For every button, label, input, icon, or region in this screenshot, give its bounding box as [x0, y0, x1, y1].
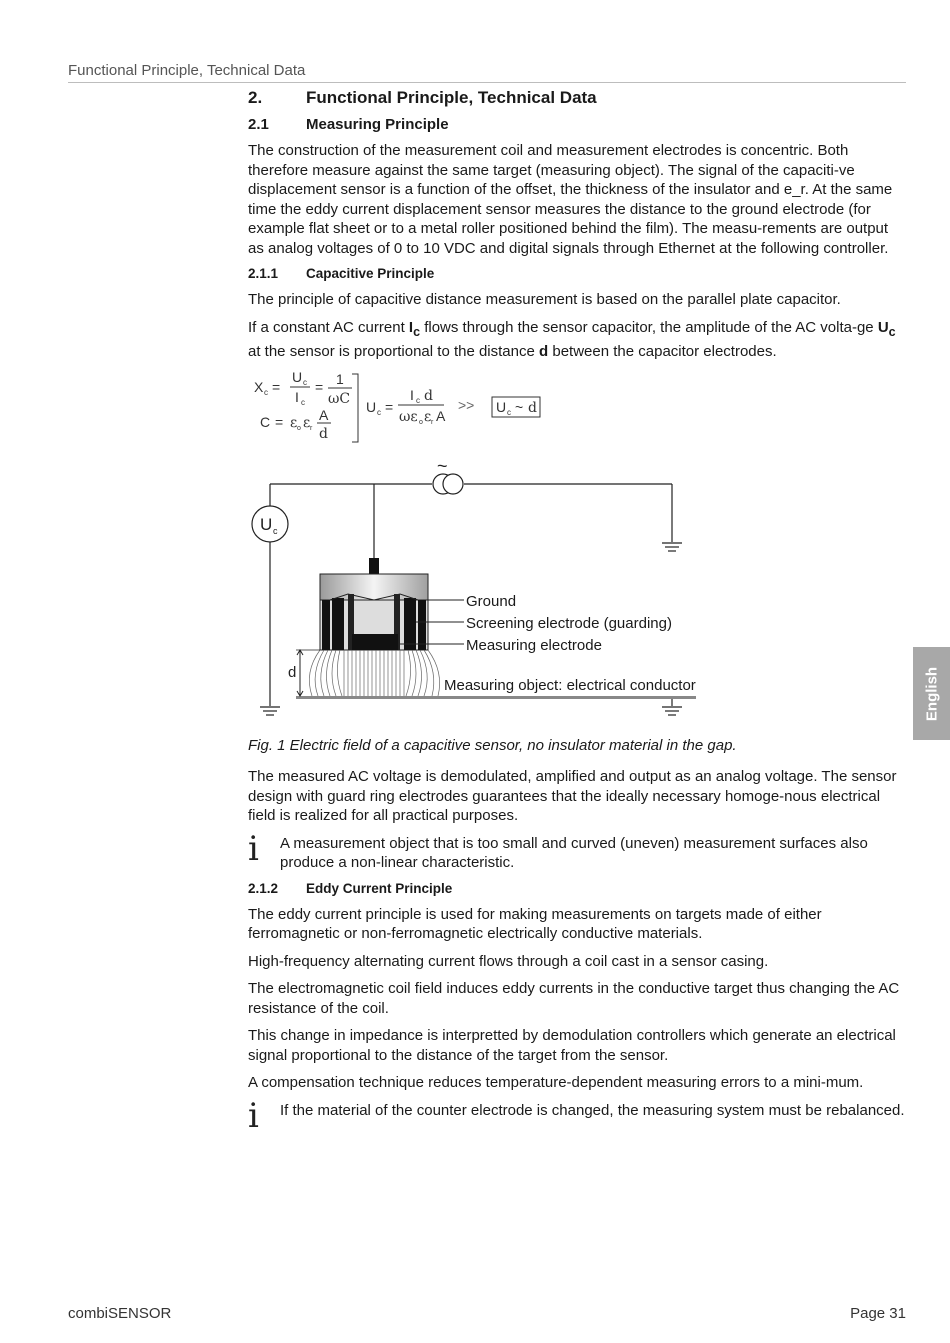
label-measuring-electrode: Measuring electrode — [466, 636, 602, 654]
svg-text:ε: ε — [424, 408, 432, 425]
note-text: If the material of the counter electrode is changed, the measuring system must be rebalanced. — [280, 1101, 905, 1119]
subsection-title: Measuring Principle — [306, 116, 449, 133]
svg-text:c: c — [264, 387, 268, 397]
demodulation-paragraph: The measured AC voltage is demodulated, amplified and output as an analog voltage. The sensor design with guard ring electrodes guarantees that the ideally necessary homoge-nous electrical field is realized for all practical purposes. — [248, 768, 897, 824]
eddy-paragraph-4: This change in impedance is interpretted by demodulation controllers which generate an electrical signal proportional to the distance of the target from the sensor. — [248, 1027, 896, 1064]
svg-text:U: U — [496, 398, 507, 415]
ac-source-tilde: ~ — [437, 459, 448, 476]
distance-label: d — [288, 663, 297, 681]
svg-text:1: 1 — [336, 370, 344, 387]
measuring-principle-paragraph: The construction of the measurement coil and measurement electrodes is concentric. Both therefore measure against the same target (measuring object). The signal of the capaciti-ve displacement sensor is a function of the offset, the thickness of the insulator and e_r. At the same time the eddy current displacement sensor measures the distance to the ground electrode (for example flat sheet or to a metal roller positioned behind the film). The measu-rements are output as analog voltages of 0 to 10 VDC and digital signals through Ethernet at the following controller. — [248, 142, 893, 257]
svg-text:>>: >> — [458, 396, 475, 413]
figure-caption: Fig. 1 Electric field of a capacitive sensor, no insulator material in the gap. — [248, 736, 737, 754]
main-content — [248, 88, 908, 1136]
language-tab[interactable] — [913, 647, 950, 740]
subsection-title: Capacitive Principle — [306, 266, 435, 281]
svg-text:o: o — [297, 424, 301, 432]
measuring-object-plate — [296, 696, 696, 699]
svg-text:~: ~ — [515, 398, 524, 415]
measuring-electrode — [352, 634, 398, 650]
svg-text:ωε: ωε — [399, 408, 418, 425]
section-number: 2. — [248, 88, 263, 107]
eddy-paragraph-3: The electromagnetic coil field induces eddy currents in the conductive target thus changing the AC resistance of the coil. — [248, 980, 900, 1017]
svg-text:ε: ε — [290, 414, 298, 431]
subsection-heading-2-1-2 — [248, 881, 908, 901]
footer-page-number: Page 31 — [850, 1305, 906, 1322]
field-lines — [309, 650, 439, 696]
svg-text:A: A — [436, 407, 446, 424]
label-ground: Ground — [466, 592, 517, 610]
svg-text:d: d — [424, 387, 433, 404]
eddy-paragraph-5: A compensation technique reduces temperature-dependent measuring errors to a mini-mum. — [248, 1074, 864, 1091]
subsection-heading-2-1 — [248, 116, 908, 136]
svg-text:c: c — [303, 377, 307, 387]
section-title: Functional Principle, Technical Data — [306, 88, 597, 107]
svg-text:=: = — [315, 378, 324, 395]
note-text: A measurement object that is too small and curved (uneven) measurement surfaces also produce a non-linear characteristic. — [280, 834, 868, 871]
svg-text:U: U — [260, 514, 273, 534]
svg-text:=: = — [275, 413, 284, 430]
svg-text:=: = — [385, 398, 394, 415]
info-icon: i — [248, 828, 259, 869]
subsection-number: 2.1 — [248, 116, 269, 133]
subsection-number: 2.1.2 — [248, 880, 279, 896]
eddy-paragraph-1: The eddy current principle is used for making measurements on targets made of either ferromagnetic or non-ferromagnetic electrically conductive materials. — [248, 905, 822, 942]
svg-text:=: = — [272, 378, 281, 395]
running-header: Functional Principle, Technical Data — [68, 62, 906, 83]
language-tab-label: English — [923, 666, 940, 721]
svg-text:r: r — [431, 418, 434, 426]
xc-symbol: X — [254, 378, 264, 395]
capacitive-paragraph-1: The principle of capacitive distance measurement is based on the parallel plate capacitor. — [248, 291, 841, 308]
svg-text:d: d — [528, 399, 537, 416]
svg-text:r: r — [310, 424, 313, 432]
svg-text:c: c — [273, 525, 278, 536]
svg-text:d: d — [319, 425, 328, 442]
svg-text:c: c — [416, 395, 420, 405]
note-1 — [248, 828, 908, 873]
svg-text:U: U — [292, 369, 303, 385]
svg-text:o: o — [419, 418, 423, 426]
subsection-number: 2.1.1 — [248, 266, 279, 281]
svg-text:c: c — [507, 407, 511, 417]
capacitive-sensor-figure — [248, 460, 718, 728]
svg-text:ωC: ωC — [328, 390, 351, 407]
svg-text:C: C — [260, 413, 271, 430]
svg-text:c: c — [301, 397, 305, 407]
label-measuring-object: Measuring object: electrical conductor — [444, 676, 696, 694]
footer-product: combiSENSOR — [68, 1305, 172, 1322]
eddy-paragraph-2: High-frequency alternating current flows through a coil cast in a sensor casing. — [248, 952, 769, 970]
svg-text:U: U — [366, 398, 377, 415]
subsection-heading-2-1-1 — [248, 266, 908, 286]
info-icon: i — [248, 1095, 259, 1136]
capacitive-paragraph-2: If a constant AC current $I_c$ flows through the sensor capacitor, the amplitude of the AC volta-ge $U_c$ at the sensor is proportional to the distance d between the capacitor electrodes. — [248, 318, 896, 360]
svg-text:I: I — [410, 386, 414, 403]
section-heading — [248, 88, 908, 110]
note-2 — [248, 1095, 908, 1136]
svg-text:I: I — [295, 388, 299, 405]
capacitance-formula — [248, 370, 578, 450]
svg-text:c: c — [377, 407, 381, 417]
svg-text:ε: ε — [303, 414, 311, 431]
sensor-connector — [369, 558, 379, 574]
subsection-title: Eddy Current Principle — [306, 880, 453, 896]
label-screening-electrode: Screening electrode (guarding) — [466, 614, 672, 632]
svg-text:A: A — [319, 406, 329, 423]
